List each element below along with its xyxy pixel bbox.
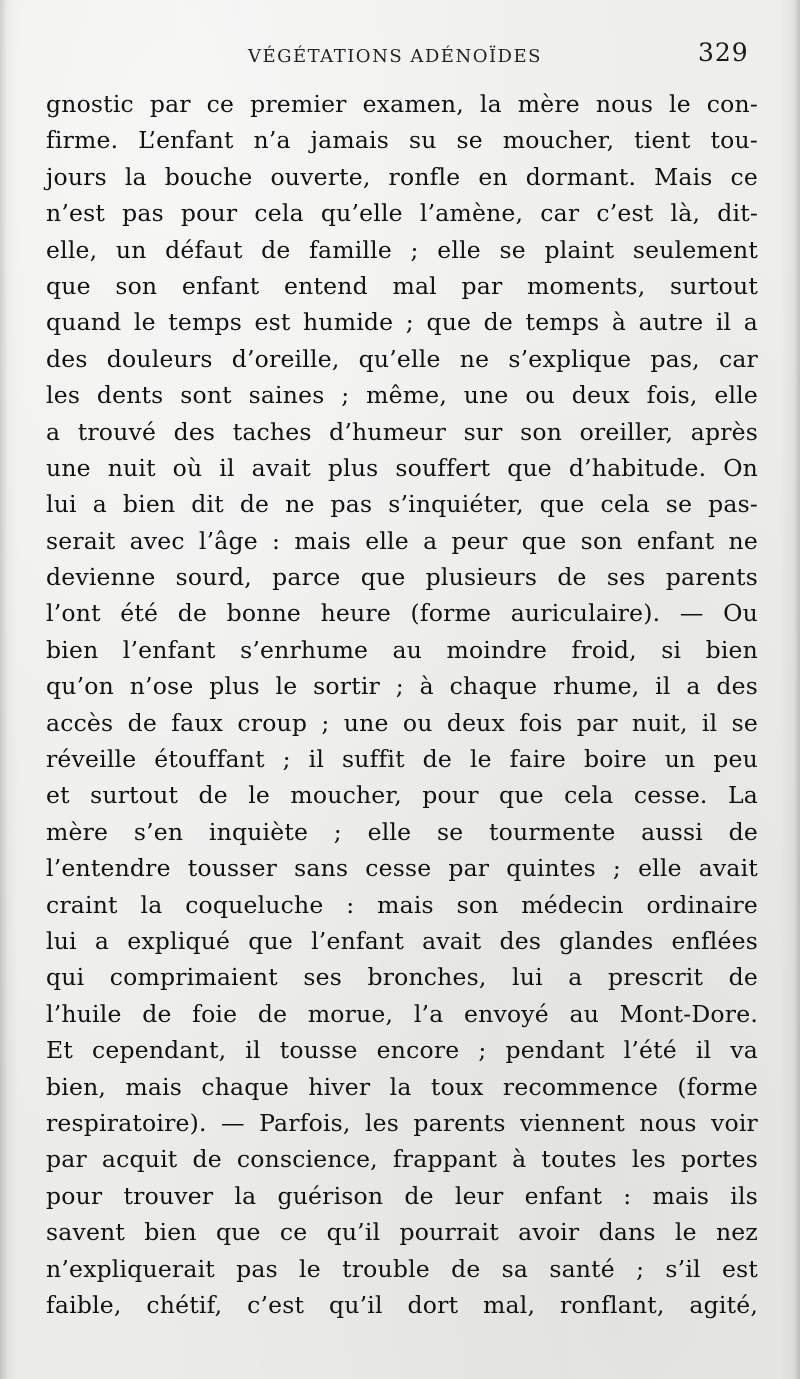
text-line: qui comprimaient ses bronches, lui a prescrit de [46,963,758,992]
text-line: quand le temps est humide ; que de temps à autre il a [46,308,758,337]
text-line: bien l’enfant s’enrhume au moindre froid, si bien [46,635,758,664]
text-line: et surtout de le moucher, pour que cela cesse. La [46,781,758,810]
text-line: des douleurs d’oreille, qu’elle ne s’explique pas, car [46,344,758,373]
running-title: VÉGÉTATIONS ADÉNOÏDES [248,46,542,67]
text-line: n’est pas pour cela qu’elle l’amène, car c’est là, dit- [46,199,758,228]
scan-shadow-right [794,0,800,1379]
text-line: elle, un défaut de famille ; elle se plaint seulement [46,235,758,264]
text-line: gnostic par ce premier examen, la mère nous le con- [46,90,758,118]
text-line: craint la coqueluche : mais son médecin ordinaire [46,890,758,919]
text-line: lui a expliqué que l’enfant avait des glandes enflées [46,926,758,955]
text-line: jours la bouche ouverte, ronfle en dormant. Mais ce [46,162,758,191]
text-line: faible, chétif, c’est qu’il dort mal, ronflant, agité, [46,1290,758,1319]
text-line: une nuit où il avait plus souffert que d’habitude. On [46,453,758,482]
text-line: lui a bien dit de ne pas s’inquiéter, que cela se pas- [46,490,758,519]
text-line: réveille étouffant ; il suffit de le faire boire un peu [46,745,758,774]
page-header [0,38,800,78]
text-line: devienne sourd, parce que plusieurs de ses parents [46,563,758,592]
text-line: l’entendre tousser sans cesse par quintes ; elle avait [46,854,758,883]
text-line: a trouvé des taches d’humeur sur son oreiller, après [46,417,758,446]
text-line: les dents sont saines ; même, une ou deux fois, elle [46,381,758,410]
text-line: n’expliquerait pas le trouble de sa santé ; s’il est [46,1254,758,1283]
text-line: firme. L’enfant n’a jamais su se moucher, tient tou- [46,126,758,155]
text-line: accès de faux croup ; une ou deux fois par nuit, il se [46,708,758,737]
body-text [46,86,758,1323]
text-line: qu’on n’ose plus le sortir ; à chaque rhume, il a des [46,672,758,701]
text-line: pour trouver la guérison de leur enfant : mais ils [46,1181,758,1210]
text-line: que son enfant entend mal par moments, surtout [46,271,758,300]
text-line: serait avec l’âge : mais elle a peur que son enfant ne [46,526,758,555]
text-line: l’ont été de bonne heure (forme auriculaire). — Ou [46,599,758,628]
text-line: respiratoire). — Parfois, les parents viennent nous voir [46,1108,758,1137]
text-line: l’huile de foie de morue, l’a envoyé au Mont-Dore. [46,999,758,1028]
scan-shadow-left [0,0,8,1379]
text-line: savent bien que ce qu’il pourrait avoir dans le nez [46,1218,758,1247]
text-line: bien, mais chaque hiver la toux recommence (forme [46,1072,758,1101]
text-line: par acquit de conscience, frappant à toutes les portes [46,1145,758,1174]
text-line: mère s’en inquiète ; elle se tourmente aussi de [46,817,758,846]
page-number: 329 [698,38,749,67]
text-line: Et cependant, il tousse encore ; pendant l’été il va [46,1036,758,1065]
